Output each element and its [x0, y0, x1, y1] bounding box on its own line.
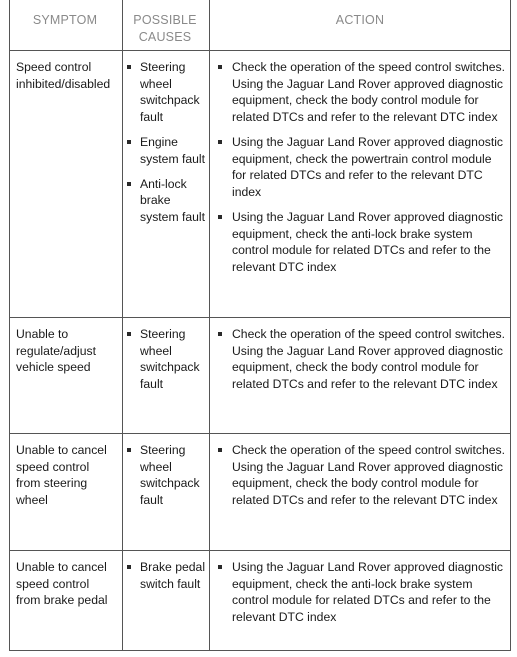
row-divider — [9, 50, 511, 51]
bullet-icon — [218, 215, 222, 219]
header-symptom: SYMPTOM — [32, 13, 98, 27]
header-possible-causes — [122, 12, 208, 46]
cause-item — [125, 326, 207, 392]
cause-text: Steering wheel switchpack fault — [140, 327, 200, 391]
bullet-icon — [127, 565, 131, 569]
bullet-icon — [218, 65, 222, 69]
cause-text: Anti-lock brake system fault — [140, 176, 206, 224]
bullet-icon — [127, 448, 131, 452]
row-divider — [9, 317, 511, 318]
bullet-icon — [127, 182, 131, 186]
action-text: Check the operation of the speed control switches. Using the Jaguar Land Rover approved diagnostic equipment, check the body control module for related DTCs and refer to the relevant DTC index — [232, 327, 506, 391]
table-header — [0, 0, 517, 50]
action-text: Using the Jaguar Land Rover approved diagnostic equipment, check the powertrain control module for related DTCs and refer to the relevant DTC index — [232, 134, 504, 199]
symptom-cell: Speed control inhibited/disabled — [16, 60, 111, 91]
action-cell — [216, 326, 506, 401]
cause-text: Steering wheel switchpack fault — [140, 443, 200, 507]
cause-text: Engine system fault — [140, 134, 206, 166]
symptom-cell: Unable to regulate/adjust vehicle speed — [16, 327, 96, 375]
cause-item — [125, 134, 207, 167]
cause-item — [125, 442, 207, 508]
header-causes-line1: POSSIBLE — [133, 13, 197, 27]
bullet-icon — [218, 448, 222, 452]
bullet-icon — [127, 140, 131, 144]
bullet-icon — [218, 140, 222, 144]
action-text: Using the Jaguar Land Rover approved diagnostic equipment, check the anti-lock brake system control module for related DTCs and refer to the relevant DTC index — [232, 560, 504, 624]
cause-text: Steering wheel switchpack fault — [140, 60, 200, 124]
row-divider — [9, 550, 511, 551]
table-border-bottom — [9, 650, 511, 651]
action-item — [216, 209, 506, 275]
column-divider-1 — [122, 0, 123, 651]
row-divider — [9, 433, 511, 434]
causes-cell — [125, 59, 207, 234]
action-item — [216, 59, 506, 125]
action-item — [216, 326, 506, 392]
column-divider-2 — [209, 0, 210, 651]
action-cell — [216, 559, 506, 634]
cause-item — [125, 559, 207, 592]
bullet-icon — [127, 332, 131, 336]
action-text: Using the Jaguar Land Rover approved diagnostic equipment, check the anti-lock brake system control module for related DTCs and refer to the relevant DTC index — [232, 209, 504, 274]
action-item — [216, 442, 506, 508]
table-border-right — [510, 0, 511, 651]
table-border-left — [9, 0, 10, 651]
cause-item — [125, 59, 207, 125]
bullet-icon — [218, 332, 222, 336]
action-item — [216, 559, 506, 625]
header-action: ACTION — [335, 13, 385, 27]
action-text: Check the operation of the speed control switches. Using the Jaguar Land Rover approved diagnostic equipment, check the body control module for related DTCs and refer to the relevant DTC index — [232, 443, 506, 507]
bullet-icon — [218, 565, 222, 569]
cause-item — [125, 176, 207, 226]
symptom-cell: Unable to cancel speed control from brake pedal — [16, 560, 108, 608]
header-causes-line2: CAUSES — [138, 30, 192, 44]
action-item — [216, 134, 506, 200]
action-cell — [216, 442, 506, 517]
causes-cell — [125, 326, 207, 401]
action-text: Check the operation of the speed control switches. Using the Jaguar Land Rover approved diagnostic equipment, check the body control module for related DTCs and refer to the relevant DTC index — [232, 60, 506, 124]
cause-text: Brake pedal switch fault — [140, 560, 206, 591]
causes-cell — [125, 442, 207, 517]
causes-cell — [125, 559, 207, 601]
action-cell — [216, 59, 506, 284]
symptom-cell: Unable to cancel speed control from steering wheel — [16, 443, 107, 507]
bullet-icon — [127, 65, 131, 69]
